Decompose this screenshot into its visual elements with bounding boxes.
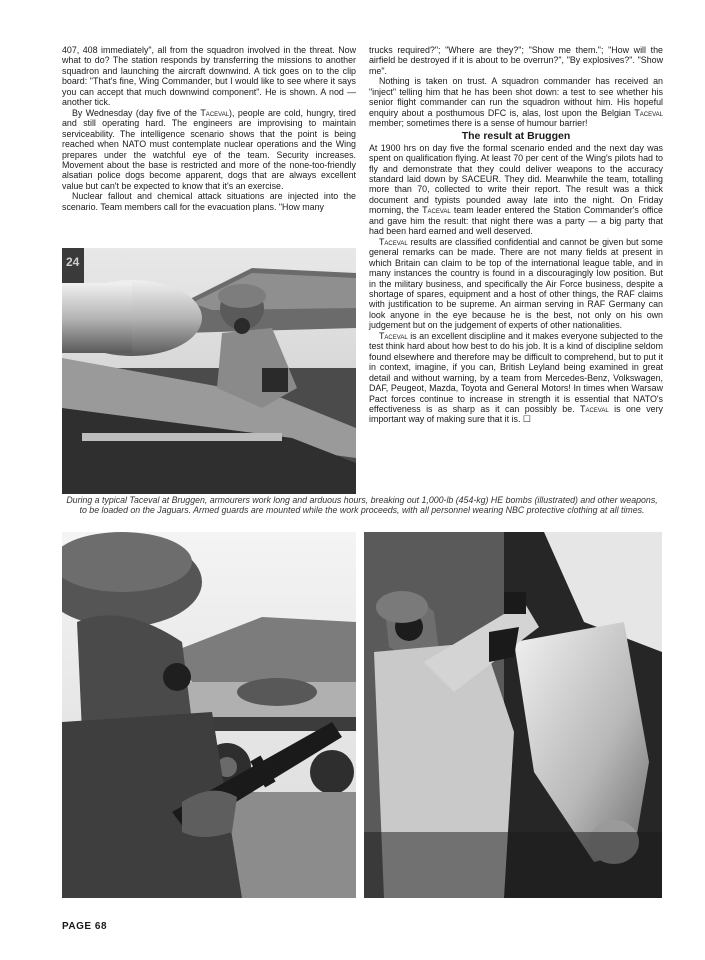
taceval-term: Taceval xyxy=(580,403,609,414)
text-run: is an excellent discipline and it makes everyone subjected to the test think hard about how best to do his job. It is a kind of discipline seldom found elsewhere and therefore may be difficult to comprehend, but to put it in context, imagine, if you can, British Leyland being examined in great detail and without warning, by a team from Mercedes-Benz, Volkswagen, DAF, Peugeot, Mazda, Toyota and General Motors! In times when Warsaw Pact forces continue to increase in strength it is essential that NATO's effectiveness is as sharp as it can possibly be. xyxy=(369,330,663,414)
text-run: By Wednesday (day five of the xyxy=(72,107,201,118)
taceval-term: Taceval xyxy=(379,236,408,247)
text-run: is one very important way of making sure that it is. xyxy=(369,403,663,425)
text-run: Nothing is taken on trust. A squadron commander has received an "inject" telling him that he has been shot down: a test to see whether his senior flight commander can run the squadron without him. His hopeful enquiry about a posthumous DFC is, alas, lost upon the Belgian xyxy=(369,76,663,118)
photo-armed-guard xyxy=(62,532,356,898)
text-run: member; sometimes there is a sense of humour barrier! xyxy=(369,118,588,129)
paragraph: Nuclear fallout and chemical attack situations are injected into the scenario. Team members call for the evacuation plans. "How many xyxy=(62,191,356,212)
taceval-term: Taceval xyxy=(422,205,451,216)
photo-armourer-nbc-suit xyxy=(364,532,662,898)
paragraph xyxy=(62,108,356,192)
paragraph: 407, 408 immediately", all from the squadron involved in the threat. Now what to do? The station responds by transferring the missions to another squadron and launching the aircraft downwind. A tick goes on to the clip board: "That's fine, Wing Commander, but I would like to see where it says you can accept that much downwind component". He is shown. A nod — another tick. xyxy=(62,45,356,108)
text-run: results are classified confidential and cannot be given but some general remarks can be made. There are not many fields at present in which Britain can claim to be top of the international league table, and in many instances the country is found in a discouragingly low position. But in the military business, and specifically the Air Force business, despite a shortage of spares, equipment and a host of other things, the RAF claims with justification to be supreme. An airman serving in RAF Germany can look anyone in the eye because he is the best, not only on his own judgement but on the judgement of experts of other nationalities. xyxy=(369,236,663,331)
paragraph xyxy=(369,237,663,331)
paragraph xyxy=(369,143,663,237)
photo-armourer-with-bomb xyxy=(62,248,356,494)
taceval-term: Taceval xyxy=(200,107,230,118)
paragraph xyxy=(369,76,663,128)
page-number: PAGE 68 xyxy=(62,921,107,932)
section-heading: The result at Bruggen xyxy=(461,129,571,142)
photo-number-marking: 24 xyxy=(66,255,80,269)
text-run: team leader entered the Station Commander's office and gave him the result: that night there was a party — a big party that had been hard earned and well deserved. xyxy=(369,205,663,237)
text-run: At 1900 hrs on day five the formal scenario ended and the next day was spent on qualification flying. At least 70 per cent of the Wing's pilots had to fly and demonstrate that they could deliver weapons to the accuracy standard laid down by SACEUR. They did. Meanwhile the team, totalling more than 70, collected to write their report. The result was a thick document and typists pounded away late into the night. On Friday morning, the xyxy=(369,142,663,216)
paragraph: trucks required?"; "Where are they?"; "Show me them."; "How will the airfield be destroyed if it is about to be overrun?", "By explosives?". "Show me". xyxy=(369,45,663,76)
end-mark: ☐ xyxy=(522,414,531,425)
photo-caption: During a typical Taceval at Bruggen, armourers work long and arduous hours, breaking out 1,000-lb (454-kg) HE bombs (illustrated) and other weapons, to be loaded on the Jaguars. Armed guards are mounted while the work proceeds, with all personnel wearing NBC protective clothing at all times. xyxy=(66,495,658,516)
paragraph xyxy=(369,331,663,425)
text-run: ), people are cold, hungry, tired and still operating hard. The engineers are improvising to maintain serviceability. The intelligence scenario shows that the point is being reached when NATO must contemplate nuclear operations and the Wing prepares under the watchful eye of the team. Security increases. Movement about the base is restricted and more of the none-too-friendly alsatian police dogs become apparent, dogs that are always excellent value but can't be expected to know that it's an exercise. xyxy=(62,107,356,191)
left-text-column xyxy=(62,45,356,212)
right-text-column xyxy=(369,45,663,425)
taceval-term: Taceval xyxy=(379,330,408,341)
taceval-term: Taceval xyxy=(634,107,663,118)
